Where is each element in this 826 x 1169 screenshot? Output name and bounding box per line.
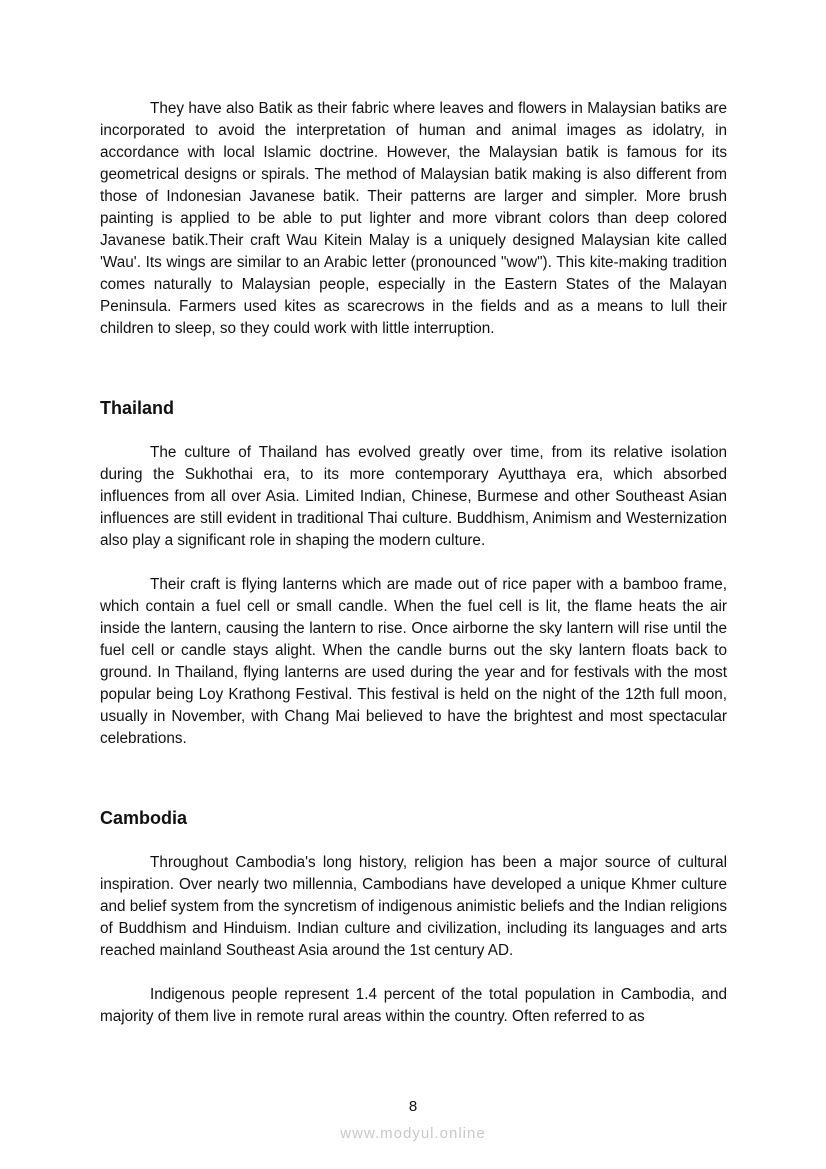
thailand-paragraph-culture: The culture of Thailand has evolved greatly over time, from its relative isolation during the Sukhothai era, to its more contemporary Ayutthaya era, which absorbed influences from all over Asia. Limited Indian, Chinese, Burmese and other Southeast Asian influences are still evident in traditional Thai culture. Buddhism, Animism and Westernization also play a significant role in shaping the modern culture. — [100, 444, 727, 549]
page-number: 8 — [408, 1098, 418, 1115]
cambodia-heading: Cambodia — [100, 808, 188, 828]
document-page — [100, 98, 727, 1028]
cambodia-paragraph-history: Throughout Cambodia's long history, religion has been a major source of cultural inspiration. Over nearly two millennia, Cambodians have developed a unique Khmer culture and belief system from the syncretism of indigenous animistic beliefs and the Indian religions of Buddhism and Hinduism. Indian culture and civilization, including its languages and arts reached mainland Southeast Asia around the 1st century AD. — [100, 854, 727, 959]
thailand-heading: Thailand — [100, 398, 175, 418]
watermark: www.modyul.online — [340, 1125, 486, 1142]
thailand-paragraph-lanterns: Their craft is flying lanterns which are made out of rice paper with a bamboo frame, which contain a fuel cell or small candle. When the fuel cell is lit, the flame heats the air inside the lantern, causing the lantern to rise. Once airborne the sky lantern will rise until the fuel cell or candle stays alight. When the candle burns out the sky lantern floats back to ground. In Thailand, flying lanterns are used during the year and for festivals with the most popular being Loy Krathong Festival. This festival is held on the night of the 12th full moon, usually in November, with Chang Mai believed to have the brightest and most spectacular celebrations. — [100, 576, 727, 747]
malaysia-paragraph: They have also Batik as their fabric where leaves and flowers in Malaysian batiks are incorporated to avoid the interpretation of human and animal images as idolatry, in accordance with local Islamic doctrine. However, the Malaysian batik is famous for its geometrical designs or spirals. The method of Malaysian batik making is also different from those of Indonesian Javanese batik. Their patterns are larger and simpler. More brush painting is applied to be able to put lighter and more vibrant colors than deep colored Javanese batik.Their craft Wau Kitein Malay is a uniquely designed Malaysian kite called 'Wau'. Its wings are similar to an Arabic letter (pronounced "wow"). This kite-making tradition comes naturally to Malaysian people, especially in the Eastern States of the Malayan Peninsula. Farmers used kites as scarecrows in the fields and as a means to lull their children to sleep, so they could work with little interruption. — [100, 100, 727, 337]
cambodia-paragraph-indigenous: Indigenous people represent 1.4 percent of the total population in Cambodia, and majority of them live in remote rural areas within the country. Often referred to as — [100, 986, 727, 1025]
